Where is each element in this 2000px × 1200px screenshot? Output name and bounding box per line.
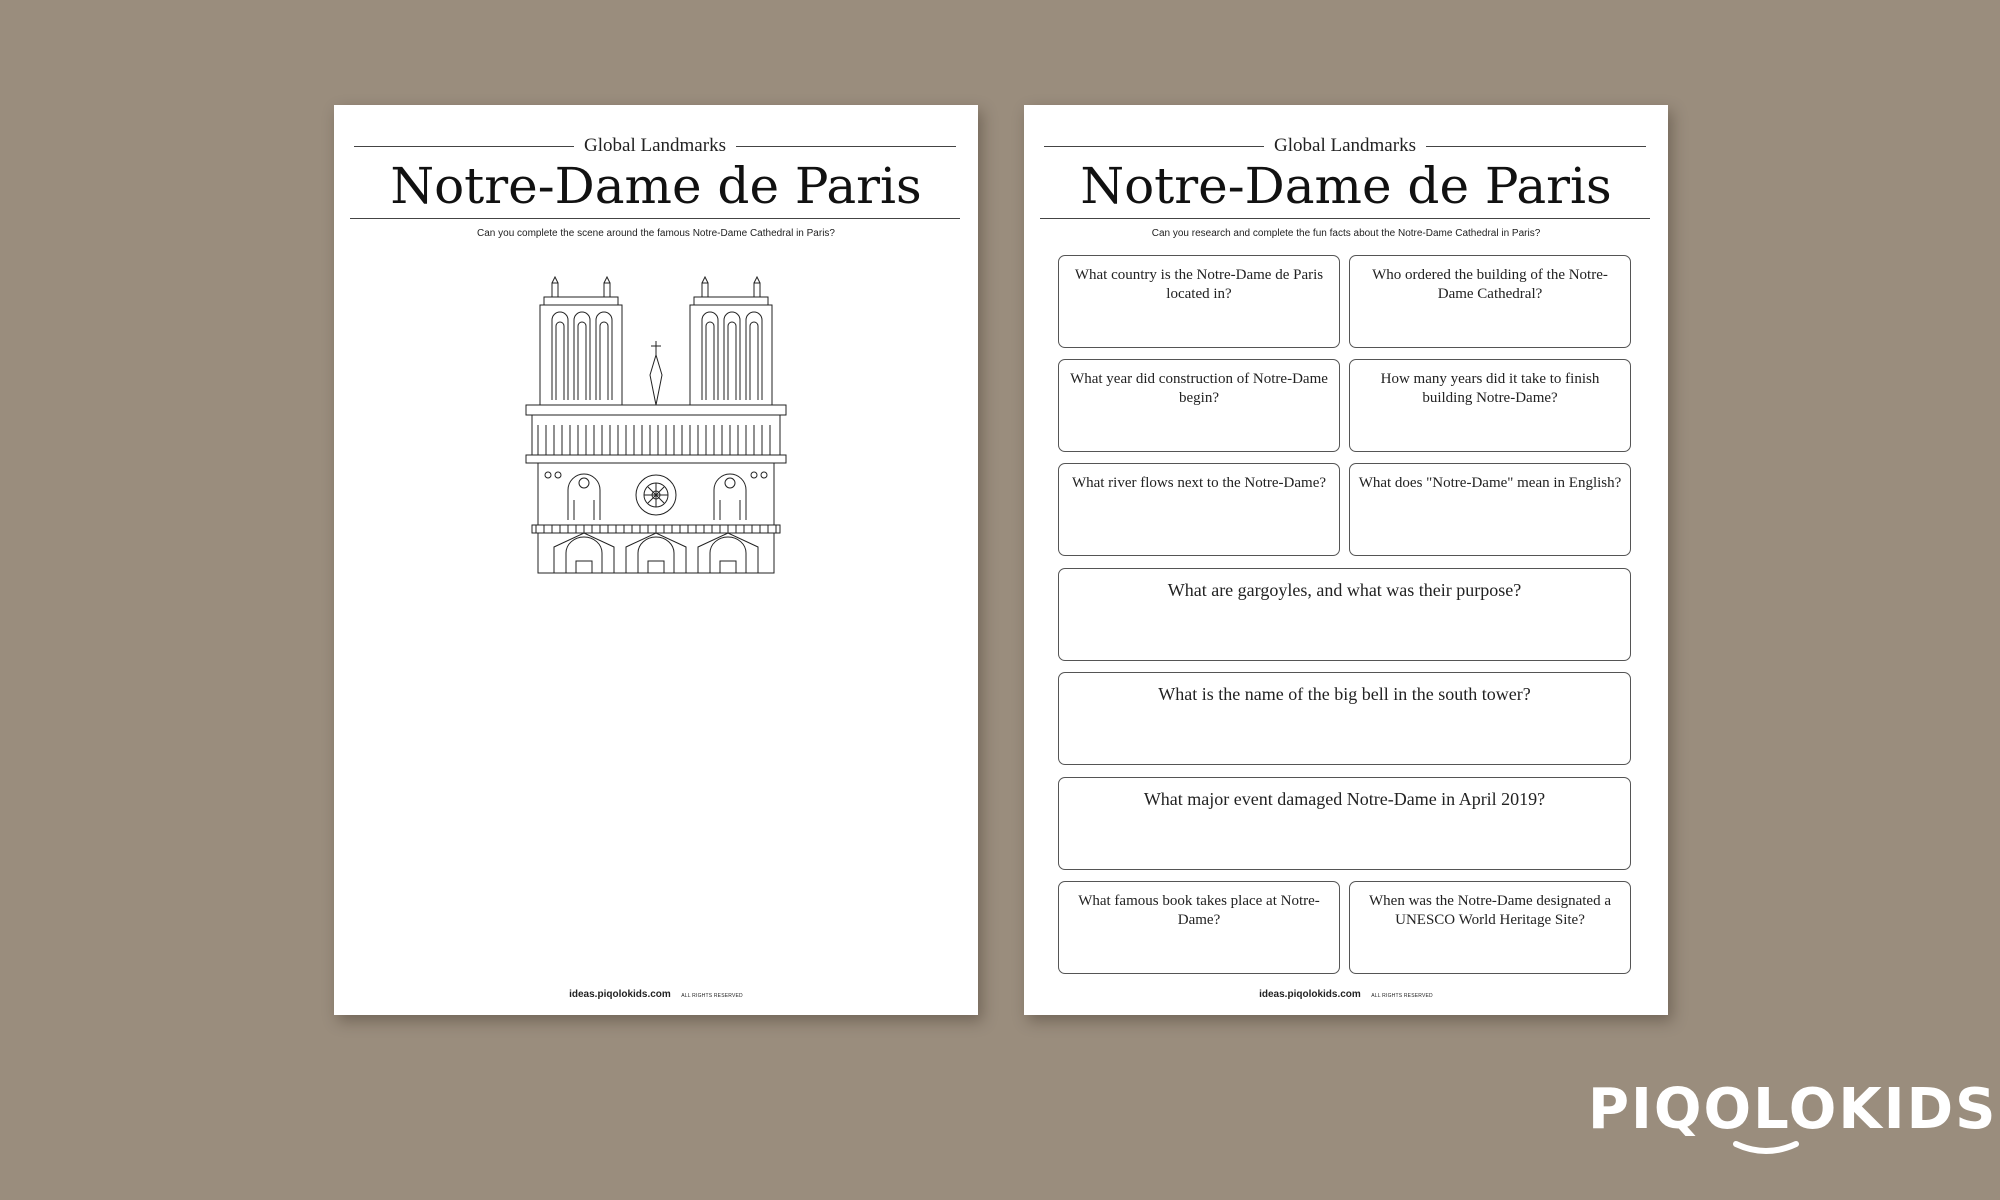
divider <box>1044 146 1264 147</box>
divider <box>354 146 574 147</box>
worksheet-title: Notre-Dame de Paris <box>390 157 922 215</box>
footer-rights: ALL RIGHTS RESERVED <box>1371 993 1433 999</box>
series-label: Global Landmarks <box>584 135 726 156</box>
footer-site: ideas.piqolokids.com <box>1259 989 1361 1000</box>
divider <box>1040 218 1650 219</box>
question-box: What is the name of the big bell in the south tower? <box>1058 672 1631 765</box>
question-box: When was the Notre-Dame designated a UNESCO World Heritage Site? <box>1349 881 1631 974</box>
question-box: What country is the Notre-Dame de Paris located in? <box>1058 255 1340 348</box>
piqolokids-logo <box>1588 1077 1998 1162</box>
logo-text: PIQOLOKIDS <box>1588 1077 1998 1142</box>
worksheet-footer <box>1024 984 1668 1002</box>
series-label: Global Landmarks <box>1274 135 1416 156</box>
question-box: What are gargoyles, and what was their purpose? <box>1058 568 1631 661</box>
worksheet-instruction: Can you research and complete the fun facts about the Notre-Dame Cathedral in Paris? <box>1151 228 1541 239</box>
notre-dame-cathedral-icon <box>524 275 788 575</box>
question-box: What famous book takes place at Notre-Dame? <box>1058 881 1340 974</box>
question-box: What major event damaged Notre-Dame in April 2019? <box>1058 777 1631 870</box>
footer-site: ideas.piqolokids.com <box>569 989 671 1000</box>
question-box: How many years did it take to finish building Notre-Dame? <box>1349 359 1631 452</box>
worksheet-title: Notre-Dame de Paris <box>1080 157 1612 215</box>
logo-smile-icon <box>1588 1082 1950 1162</box>
divider <box>350 218 960 219</box>
divider <box>736 146 956 147</box>
worksheet-instruction: Can you complete the scene around the famous Notre-Dame Cathedral in Paris? <box>477 228 835 239</box>
question-box: What year did construction of Notre-Dame begin? <box>1058 359 1340 452</box>
coloring-worksheet <box>334 105 978 1015</box>
question-box: Who ordered the building of the Notre-Dame Cathedral? <box>1349 255 1631 348</box>
question-box: What does "Notre-Dame" mean in English? <box>1349 463 1631 556</box>
fun-facts-worksheet <box>1024 105 1668 1015</box>
worksheet-footer <box>334 984 978 1002</box>
footer-rights: ALL RIGHTS RESERVED <box>681 993 743 999</box>
question-box: What river flows next to the Notre-Dame? <box>1058 463 1340 556</box>
divider <box>1426 146 1646 147</box>
